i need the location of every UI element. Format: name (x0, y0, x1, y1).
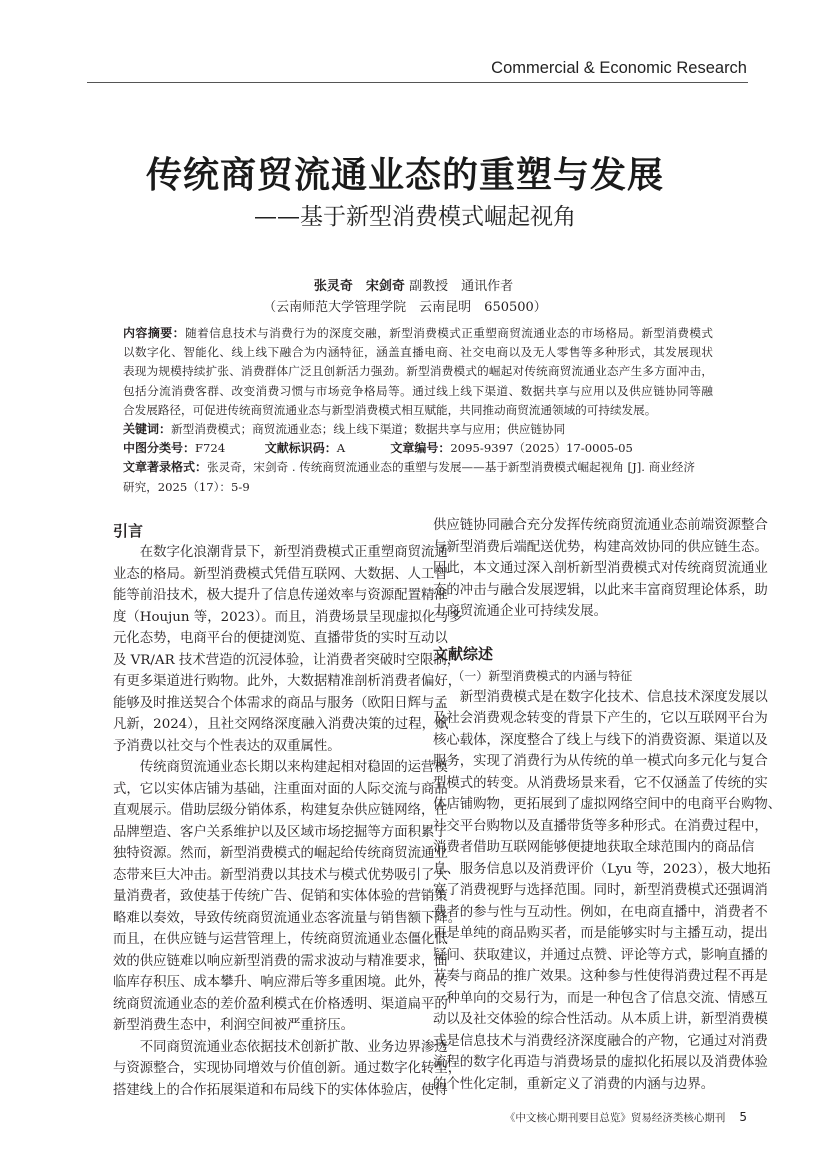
classification (123, 439, 713, 458)
text-line: 予消费以社交与个性表达的双重属性。 (113, 738, 341, 754)
text-line: 动以及社交体验的综合性活动。从本质上讲，新型消费模 (433, 1012, 768, 1027)
text-line: 业态的格局。新型消费模式凭借互联网、大数据、人工智 (113, 566, 448, 582)
text-line: 独特资源。然而，新型消费模式的崛起给传统商贸流通业 (113, 846, 448, 861)
text-line: 消费者借助互联网能够便捷地获取全球范围内的商品信 (433, 840, 755, 855)
text-line: 式，它以实体店铺为基础，注重面对面的人际交流与商品 (113, 781, 448, 797)
page-number: 5 (739, 1110, 747, 1124)
article-subtitle: ——基于新型消费模式崛起视角 (254, 204, 576, 230)
text-line: 一种单向的交易行为，而是一种包含了信息交流、情感互 (433, 990, 768, 1006)
paragraph (113, 1037, 462, 1102)
section-gap (433, 623, 724, 643)
citation (123, 458, 713, 477)
citation-text: 张灵奇，宋剑奇 . 传统商贸流通业态的重塑与发展——基于新型消费模式崛起视角 [J]. 商业经济 (207, 460, 695, 475)
footer (505, 1110, 747, 1125)
text-line: 统商贸流通业态的差价盈利模式在价格透明、渠道扁平的 (113, 996, 448, 1012)
text-line: 与新型消费后端配送优势，构建高效协同的供应链生态。 (433, 539, 768, 555)
text-line: 而且，在供应链与运营管理上，传统商贸流通业态僵化低 (113, 932, 448, 947)
text-line: 略难以奏效，导致传统商贸流通业态客流量与销售额下降。 (113, 910, 462, 926)
text-line: 型模式的转变。从消费场景来看，它不仅涵盖了传统的实 (433, 775, 768, 791)
abstract-line: 合发展路径，可促进传统商贸流通业态与新型消费模式相互赋能，共同推动商贸流通领域的可持续发展。 (123, 402, 657, 417)
abstract (123, 324, 713, 420)
paragraph (433, 687, 782, 1096)
text-line: 直观展示。借助层级分销体系，构建复杂供应链网络，在 (113, 803, 448, 818)
text-line: 疑问、获取建议，并通过点赞、评论等方式，影响直播的 (433, 947, 768, 963)
text-line: 品牌塑造、客户关系维护以及区域市场挖掘等方面积累了 (113, 824, 448, 840)
text-line: 核心载体，深度整合了线上与线下的消费资源、渠道以及 (433, 732, 768, 748)
text-line: 服务，实现了消费行为从传统的单一模式向多元化与复合 (433, 754, 768, 769)
text-line: 及 VR/AR 技术营造的沉浸体验，让消费者突破时空限制， (113, 652, 461, 668)
article-meta (123, 420, 713, 497)
text-line: 宽了消费视野与选择范围。同时，新型消费模式还强调消 (433, 883, 768, 898)
text-line: 的个性化定制，重新定义了消费的内涵与边界。 (433, 1076, 715, 1092)
text-line: 凡新，2024），且社交网络深度融入消费决策的过程，赋 (113, 717, 449, 732)
left-column (113, 520, 463, 1101)
text-line: 费者的参与性与互动性。例如，在电商直播中，消费者不 (433, 904, 768, 920)
text-line: 流程的数字化再造与消费场景的虚拟化拓展以及消费体验 (433, 1055, 768, 1070)
keywords-label: 关键词： (123, 422, 172, 436)
text-line: 态带来巨大冲击。新型消费以其技术与模式优势吸引了大 (113, 867, 448, 883)
article-number-value: 2095-9397（2025）17-0005-05 (450, 441, 633, 456)
affiliation: （云南师范大学管理学院 云南昆明 650500） (263, 300, 547, 315)
text-line: 息、服务信息以及消费评价（Lyu 等，2023），极大地拓 (433, 861, 771, 877)
text-line: 式是信息技术与消费经济深度融合的产物，它通过对消费 (433, 1033, 768, 1049)
text-line: 因此，本文通过深入剖析新型消费模式对传统商贸流通业 (433, 561, 768, 576)
text-line: 传统商贸流通业态长期以来构建起相对稳固的运营模 (139, 760, 448, 775)
text-line: 社交平台购物以及直播带货等多种形式。在消费过程中， (433, 818, 768, 834)
text-line: 力商贸流通企业可持续发展。 (433, 604, 608, 619)
citation-label: 文章著录格式： (123, 460, 208, 475)
subsection-heading: （一）新型消费模式的内涵与特征 (452, 668, 633, 683)
text-line: 效的供应链难以响应新型消费的需求波动与精准要求，面 (113, 953, 448, 969)
text-line: 能等前沿技术，极大提升了信息传递效率与资源配置精准 (113, 588, 448, 603)
text-line: 度（Houjun 等，2023）。而且，消费场景呈现虚拟化与多 (113, 609, 463, 625)
text-line: 临库存积压、成本攀升、响应滞后等多重困境。此外，传 (113, 975, 448, 990)
text-line: 在数字化浪潮背景下，新型消费模式正重塑商贸流通 (139, 545, 448, 560)
abstract-line: 以数字化、智能化、线上线下融合为内涵特征，涵盖直播电商、社交电商以及无人零售等多种形式，其发展现状 (123, 345, 713, 360)
author-roles: 副教授 通讯作者 (409, 279, 514, 294)
author-names: 张灵奇 宋剑奇 (313, 279, 405, 294)
right-column (433, 515, 782, 1095)
text-line: 元化态势，电商平台的便捷浏览、直播带货的实时互动以 (113, 631, 448, 646)
clc-label: 中图分类号： (123, 441, 196, 456)
header-rule (87, 82, 748, 83)
doc-code-label: 文献标识码： (264, 441, 337, 456)
article-number-label: 文章编号： (390, 441, 451, 456)
paragraph (113, 542, 463, 757)
footer-text: 《中文核心期刊要目总览》贸易经济类核心期刊 (504, 1112, 726, 1124)
text-line: 量消费者，致使基于传统广告、促销和实体体验的营销策 (113, 889, 448, 904)
text-line: 新型消费模式是在数字化技术、信息技术深度发展以 (459, 689, 768, 705)
text-line: 态的冲击与融合发展逻辑，以此来丰富商贸理论体系，助 (433, 582, 768, 598)
article-title: 传统商贸流通业态的重塑与发展 (145, 155, 664, 196)
abstract-line: 表现为规模持续扩张、消费群体广泛且创新活力强劲。新型消费模式的崛起对传统商贸流通业态产生多方面冲击， (123, 364, 713, 379)
text-line: 与资源整合，实现协同增效与价值创新。通过数字化转型， (113, 1061, 462, 1076)
abstract-line (123, 324, 713, 343)
paragraph (113, 757, 462, 1037)
abstract-label: 内容摘要： (123, 326, 186, 340)
paragraph (433, 515, 768, 623)
text-line: 体店铺购物，更拓展到了虚拟网络空间中的电商平台购物、 (433, 797, 782, 812)
text-line: 再是单纯的商品购买者，而是能够实时与主播互动，提出 (433, 926, 768, 941)
text-line: 节奏与商品的推广效果。这种参与性使得消费过程不再是 (433, 969, 768, 984)
abstract-text: 随着信息技术与消费行为的深度交融，新型消费模式正重塑商贸流通业态的市场格局。新型消费模式 (185, 326, 713, 340)
text-line: 新型消费生态中，利润空间被严重挤压。 (113, 1018, 355, 1033)
citation-continued: 研究，2025（17）：5-9 (123, 479, 250, 494)
section-heading: 文献综述 (433, 644, 494, 663)
keywords (123, 420, 713, 439)
text-line: 供应链协同融合充分发挥传统商贸流通业态前端资源整合 (433, 518, 768, 533)
journal-name: Commercial & Economic Research (491, 59, 747, 77)
text-line: 搭建线上的合作拓展渠道和布局线下的实体体验店，使得 (113, 1082, 448, 1098)
doc-code-value: A (336, 441, 346, 456)
abstract-line: 包括分流消费客群、改变消费习惯与市场竞争格局等。通过线上线下渠道、数据共享与应用以及供应链协同等融 (123, 383, 713, 398)
text-line: 不同商贸流通业态依据技术创新扩散、业务边界渗透 (139, 1039, 448, 1055)
text-line: 及社会消费观念转变的背景下产生的，它以互联网平台为 (433, 711, 768, 726)
section-heading: 引言 (113, 522, 144, 540)
text-line: 能够及时推送契合个体需求的商品与服务（欧阳日辉与孟 (113, 695, 448, 711)
text-line: 有更多渠道进行购物。此外，大数据精准剖析消费者偏好， (113, 674, 462, 689)
keywords-text: 新型消费模式；商贸流通业态；线上线下渠道；数据共享与应用；供应链协同 (171, 422, 566, 436)
authors (0, 275, 827, 294)
clc-value: F724 (195, 441, 226, 456)
